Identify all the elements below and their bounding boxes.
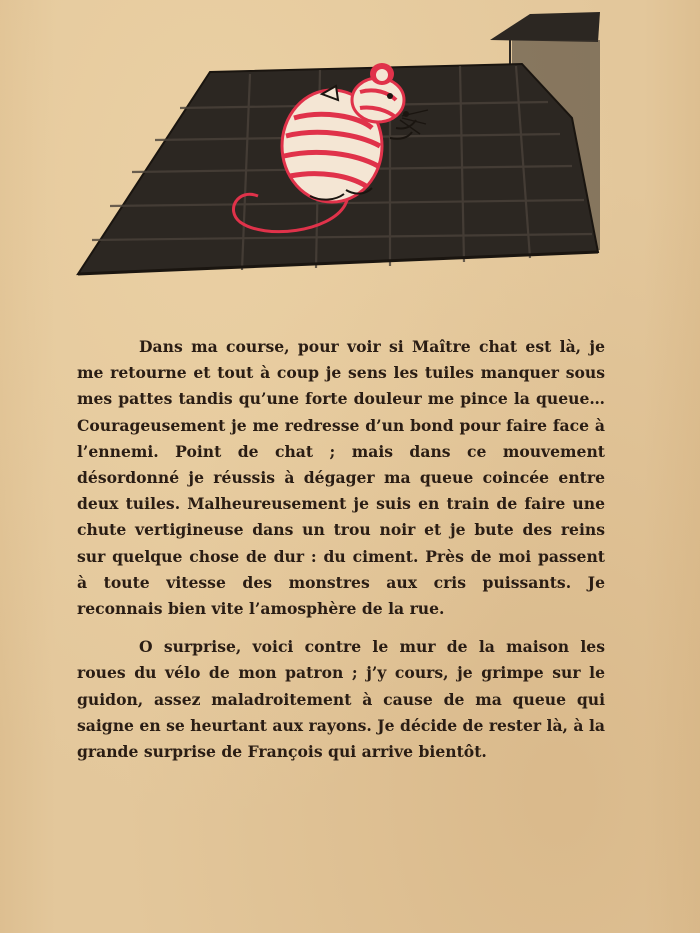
- roof-mouse-illustration: [60, 0, 620, 290]
- paragraph: Dans ma course, pour voir si Maître chat est là, je me retourne et tout à coup je sens les tuiles manquer sous mes pattes tandis qu’une forte douleur me pince la queue… Courageusement je me redresse d’un bond pour faire face à l’ennemi. Point de chat ; mais dans ce mouvement désordonné je réussis à dégager ma queue coincée entre deux tuiles. Malheureusement je suis en train de faire une chute vertigineuse dans un trou noir et je bute des reins sur quelque chose de dur : du ciment. Près de moi passent à toute vitesse des monstres aux cris puissants. Je reconnais bien vite l’amosphère de la rue.: [77, 337, 605, 619]
- story-text: [77, 334, 605, 765]
- paragraph: O surprise, voici contre le mur de la maison les roues du vélo de mon patron ; j’y cours, je grimpe sur le guidon, assez maladroitement à cause de ma queue qui saigne en se heurtant aux rayons. Je décide de rester là, à la grande surprise de François qui arrive bientôt.: [77, 637, 605, 762]
